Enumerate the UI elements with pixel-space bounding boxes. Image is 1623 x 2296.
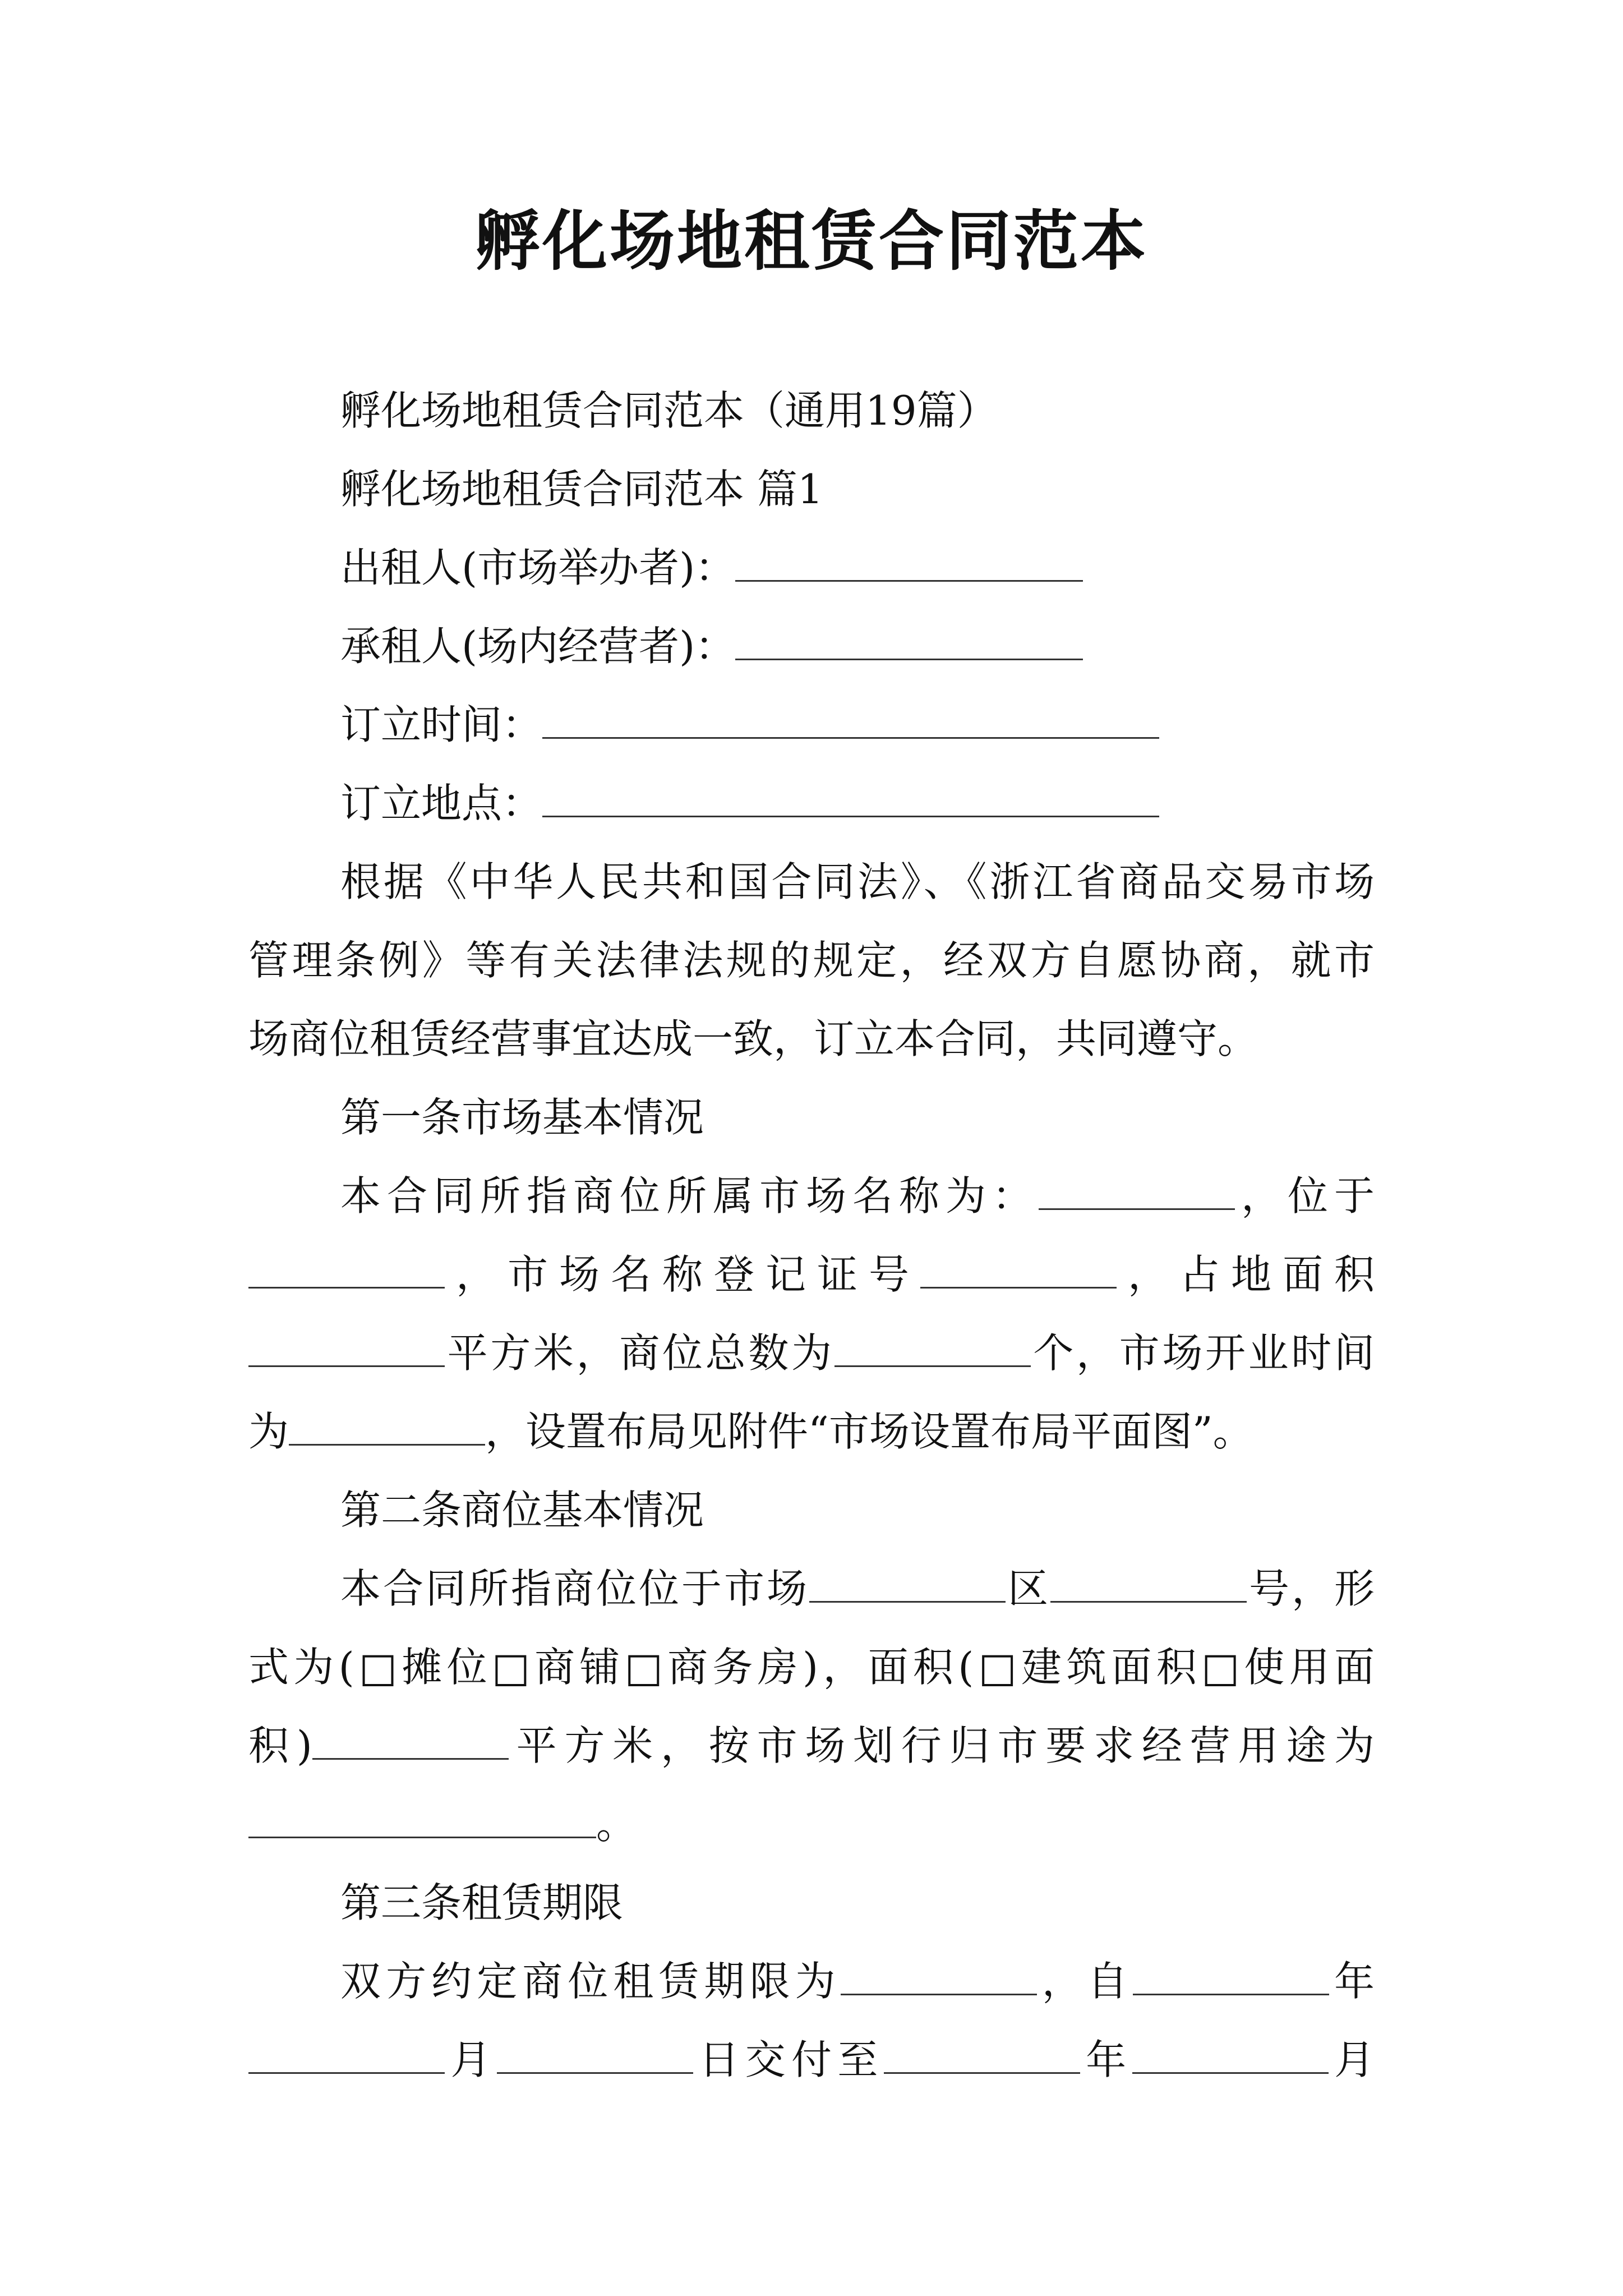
intro-line-2: 管理条例》等有关法律法规的规定，经双方自愿协商，就市 — [248, 937, 1375, 984]
article-1-line-4: 为 ，设置布局见附件“市场设置布局平面图”。 — [248, 1404, 1375, 1460]
article-2-line-3: 积) 平方米，按市场划行归市要求经营用途为 — [248, 1718, 1375, 1774]
start-day-blank — [497, 2033, 693, 2074]
sign-time-blank — [542, 698, 1159, 739]
stall-count-blank — [834, 1326, 1031, 1367]
lease-term-blank — [841, 1954, 1037, 1995]
intro-line-3: 场商位租赁经营事宜达成一致，订立本合同，共同遵守。 — [248, 1015, 1258, 1062]
lessor-line — [340, 540, 1467, 596]
document-title: 孵化场地租赁合同范本 — [475, 203, 1148, 279]
sign-place-blank — [542, 776, 1159, 817]
area-blank — [248, 1326, 445, 1367]
article-2-line-1: 本合同所指商位位于市场 区 号，形 — [340, 1561, 1375, 1617]
sign-time-line — [340, 697, 1467, 753]
article-1-heading: 第一条市场基本情况 — [340, 1094, 704, 1141]
lessor-label: 出租人(市场举办者)： — [340, 544, 736, 591]
start-year-blank — [1133, 1954, 1329, 1995]
article-3-line-2: 月 日交付至 年 月 — [248, 2032, 1375, 2088]
end-year-blank — [884, 2033, 1080, 2074]
sign-place-label: 订立地点： — [340, 780, 543, 827]
registration-number-blank — [920, 1248, 1117, 1289]
lessee-label: 承租人(场内经营者)： — [340, 623, 736, 670]
stall-number-blank — [1050, 1562, 1247, 1603]
article-2-line-2: 式为(□摊位□商铺□商务房)，面积(□建筑面积□使用面 — [248, 1644, 1375, 1691]
market-name-blank — [1039, 1169, 1235, 1210]
start-month-blank — [248, 2033, 445, 2074]
lessee-line — [340, 618, 1467, 674]
intro-line-1: 根据《中华人民共和国合同法》、《浙江省商品交易市场 — [340, 858, 1375, 905]
article-1-line-2: ，市场名称登记证号 ，占地面积 — [248, 1246, 1375, 1303]
article-2-line-4: 。 — [248, 1796, 1375, 1852]
article-1-line-1: 本合同所指商位所属市场名称为： ，位于 — [340, 1168, 1375, 1224]
market-location-blank — [248, 1248, 445, 1289]
lessor-blank — [735, 541, 1083, 582]
sign-place-line — [340, 775, 1467, 831]
article-3-line-1: 双方约定商位租赁期限为 ，自 年 — [340, 1953, 1375, 2009]
sign-time-label: 订立时间： — [340, 701, 543, 748]
article-3-heading: 第三条租赁期限 — [340, 1879, 624, 1926]
stall-area-blank — [312, 1719, 509, 1760]
article-2-heading: 第二条商位基本情况 — [340, 1487, 704, 1534]
section-heading: 孵化场地租赁合同范本 篇1 — [340, 466, 823, 513]
end-month-blank — [1132, 2033, 1329, 2074]
article-1-line-3: 平方米，商位总数为 个，市场开业时间 — [248, 1325, 1375, 1381]
business-purpose-blank — [248, 1797, 596, 1838]
zone-blank — [809, 1562, 1006, 1603]
lessee-blank — [735, 619, 1083, 660]
document-subtitle: 孵化场地租赁合同范本（通用19篇） — [340, 387, 998, 434]
opening-time-blank — [289, 1405, 485, 1446]
